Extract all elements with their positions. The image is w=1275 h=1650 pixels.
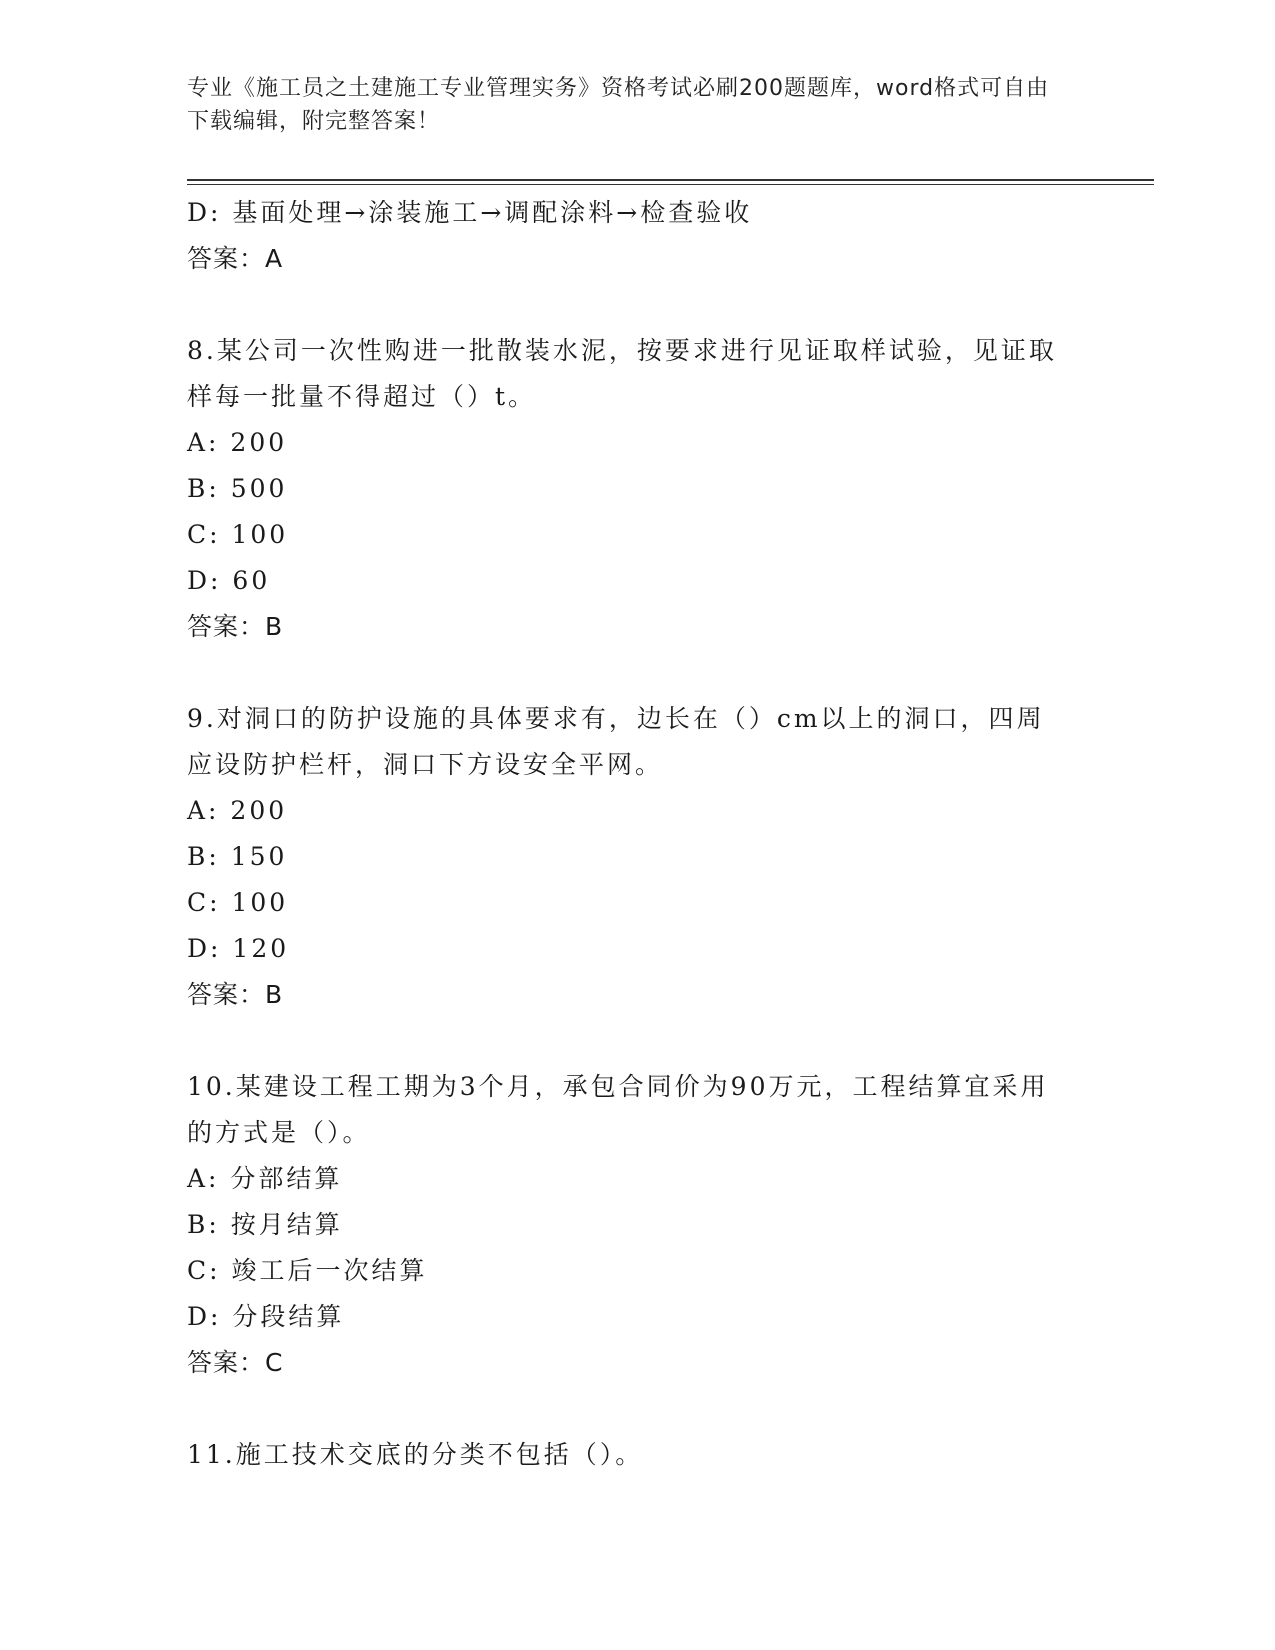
option-a: A: 200: [187, 796, 288, 825]
option-a: A: 200: [187, 428, 288, 457]
option-d: D: 60: [187, 566, 271, 595]
question-text: 11.施工技术交底的分类不包括（）。: [187, 1440, 644, 1469]
question-text: 10.某建设工程工期为3个月，承包合同价为90万元，工程结算宜采用的方式是（）。: [187, 1072, 1049, 1147]
carryover-block: [187, 190, 1087, 282]
option-d: D: 分段结算: [187, 1302, 345, 1331]
answer-line: 答案：C: [187, 1348, 284, 1377]
option-c: C: 100: [187, 888, 289, 917]
question-11: [187, 1432, 1087, 1478]
question-text: 8.某公司一次性购进一批散装水泥，按要求进行见证取样试验，见证取样每一批量不得超过（）t。: [187, 336, 1057, 411]
answer-line: 答案：A: [187, 244, 284, 273]
option-d: D: 基面处理→涂装施工→调配涂料→检查验收: [187, 198, 753, 227]
question-9: [187, 696, 1087, 1018]
option-b: B: 500: [187, 474, 288, 503]
answer-line: 答案：B: [187, 612, 284, 641]
option-a: A: 分部结算: [187, 1164, 343, 1193]
question-8: [187, 328, 1087, 650]
answer-line: 答案：B: [187, 980, 284, 1009]
option-b: B: 按月结算: [187, 1210, 343, 1239]
question-list: [187, 190, 1087, 1478]
option-c: C: 竣工后一次结算: [187, 1256, 428, 1285]
document-header: [187, 72, 1067, 138]
header-divider-thin: [187, 184, 1154, 185]
question-10: [187, 1064, 1087, 1386]
header-divider-thick: [187, 179, 1154, 181]
header-title: 专业《施工员之土建施工专业管理实务》资格考试必刷200题题库，word格式可自由下载编辑，附完整答案！: [187, 76, 1050, 134]
option-d: D: 120: [187, 934, 290, 963]
option-b: B: 150: [187, 842, 288, 871]
question-text: 9.对洞口的防护设施的具体要求有，边长在（）cm以上的洞口，四周应设防护栏杆，洞口下方设安全平网。: [187, 704, 1045, 779]
option-c: C: 100: [187, 520, 289, 549]
